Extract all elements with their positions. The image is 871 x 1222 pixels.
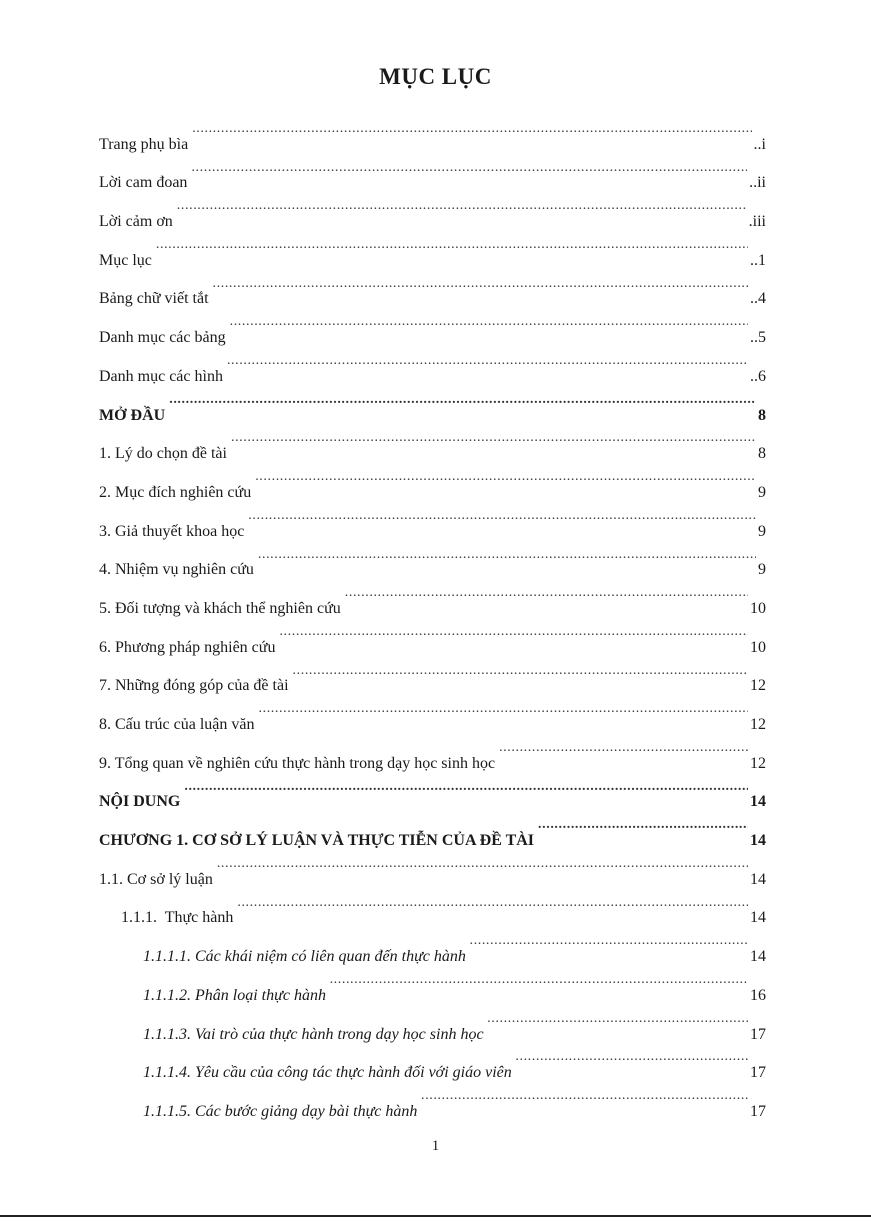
dot-leader bbox=[189, 149, 747, 188]
toc-entry-page: 12 bbox=[750, 677, 766, 695]
toc-entry-label: 1.1.1.1. Các khái niệm có liên quan đến thực hành bbox=[143, 948, 466, 966]
toc-entry-page: 10 bbox=[750, 638, 766, 656]
toc-entry-page: ..1 bbox=[750, 251, 766, 269]
toc-entry-page: 8 bbox=[758, 406, 766, 424]
toc-entry-label: Lời cam đoan bbox=[99, 174, 188, 192]
toc-entry[interactable] bbox=[99, 149, 766, 192]
dot-leader bbox=[343, 574, 748, 613]
toc-entry-page: 17 bbox=[750, 1025, 766, 1043]
dot-leader bbox=[468, 922, 748, 961]
dot-leader bbox=[497, 729, 748, 768]
toc-entry-label: CHƯƠNG 1. CƠ SỞ LÝ LUẬN VÀ THỰC TIỄN CỦA ĐỀ TÀI bbox=[99, 832, 535, 850]
toc-entry-label: Trang phụ bìa bbox=[99, 135, 189, 153]
toc-entry-page: 10 bbox=[750, 599, 766, 617]
toc-entry-label: 5. Đối tượng và khách thể nghiên cứu bbox=[99, 599, 341, 617]
toc-entry-page: 14 bbox=[750, 832, 766, 850]
toc-entry[interactable] bbox=[99, 226, 766, 269]
toc-entry-page: .iii bbox=[748, 213, 766, 231]
dot-leader bbox=[211, 265, 748, 304]
toc-entry-page: 17 bbox=[750, 1102, 766, 1120]
toc-entry-label: 1. Lý do chọn đề tài bbox=[99, 445, 227, 463]
toc-entry-label: 6. Phương pháp nghiên cứu bbox=[99, 638, 276, 656]
toc-entry-page: ..i bbox=[753, 135, 766, 153]
dot-leader bbox=[182, 768, 748, 807]
toc-entry-label: 1.1.1.3. Vai trò của thực hành trong dạy học sinh học bbox=[143, 1025, 484, 1043]
toc-entry-chapter[interactable] bbox=[99, 806, 766, 850]
dot-leader bbox=[277, 613, 748, 652]
toc-entry-section[interactable] bbox=[99, 381, 766, 424]
toc-entry-label: NỘI DUNG bbox=[99, 793, 181, 811]
dot-leader bbox=[190, 110, 751, 149]
toc-entry[interactable] bbox=[99, 420, 766, 463]
toc-entry-page: 12 bbox=[750, 716, 766, 733]
toc-entry-label: 1.1.1. Thực hành bbox=[121, 909, 234, 927]
toc-entry-label: 8. Cấu trúc của luận văn bbox=[99, 716, 255, 733]
dot-leader bbox=[215, 845, 748, 884]
toc-entry-page: 9 bbox=[758, 483, 766, 501]
toc-entry-section[interactable] bbox=[99, 768, 766, 811]
toc-entry-label: Danh mục các hình bbox=[99, 367, 223, 385]
dot-leader bbox=[154, 226, 748, 265]
page-title: MỤC LỤC bbox=[379, 64, 492, 89]
toc-entry-label: 7. Những đóng góp của đề tài bbox=[99, 677, 289, 695]
toc-entry-page: 14 bbox=[750, 870, 766, 888]
toc-entry-page: ..5 bbox=[750, 329, 766, 347]
page-number-footer: 1 bbox=[431, 1138, 440, 1154]
page-bottom-edge bbox=[0, 1215, 871, 1217]
dot-leader bbox=[291, 652, 748, 691]
dot-leader bbox=[175, 187, 747, 226]
toc-entry-label: MỞ ĐẦU bbox=[99, 406, 166, 424]
toc-entry-page: 14 bbox=[750, 793, 766, 811]
toc-entry-label: Lời cảm ơn bbox=[99, 213, 173, 231]
toc-entry-page: 9 bbox=[758, 561, 766, 579]
toc-entry-page: 14 bbox=[750, 948, 766, 966]
dot-leader bbox=[229, 420, 756, 459]
toc-entry-label: Bảng chữ viết tắt bbox=[99, 290, 209, 308]
dot-leader bbox=[419, 1077, 748, 1116]
toc-entry[interactable] bbox=[99, 187, 766, 231]
toc-entry-label: 1.1.1.4. Yêu cầu của công tác thực hành đối với giáo viên bbox=[143, 1064, 512, 1082]
toc-entry-page: 17 bbox=[750, 1064, 766, 1082]
dot-leader bbox=[536, 806, 748, 845]
dot-leader bbox=[225, 342, 748, 381]
dot-leader bbox=[514, 1039, 748, 1078]
toc-entry-page: ..ii bbox=[749, 174, 766, 192]
toc-entry-page: 16 bbox=[750, 986, 766, 1004]
dot-leader bbox=[256, 536, 756, 575]
dot-leader bbox=[235, 884, 748, 923]
dot-leader bbox=[257, 690, 749, 729]
dot-leader bbox=[246, 497, 756, 536]
dot-leader bbox=[167, 381, 756, 420]
toc-entry-label: 9. Tổng quan về nghiên cứu thực hành trong dạy học sinh học bbox=[99, 754, 496, 772]
toc-entry-page: 12 bbox=[750, 754, 766, 772]
toc-entry-label: 2. Mục đích nghiên cứu bbox=[99, 483, 252, 501]
toc-entry[interactable] bbox=[99, 110, 766, 153]
toc-entry-page: ..4 bbox=[750, 290, 766, 308]
toc-entry-page: ..6 bbox=[750, 367, 766, 385]
dot-leader bbox=[328, 961, 748, 1000]
toc-entry[interactable] bbox=[99, 265, 766, 308]
toc-entry-label: 4. Nhiệm vụ nghiên cứu bbox=[99, 561, 254, 579]
toc-entry-label: 1.1.1.5. Các bước giảng dạy bài thực hành bbox=[143, 1102, 418, 1120]
toc-entry-page: 8 bbox=[758, 445, 766, 463]
toc-entry-page: 14 bbox=[750, 909, 766, 927]
toc-entry-label: 1.1. Cơ sở lý luận bbox=[99, 870, 213, 888]
toc-entry-label: Danh mục các bảng bbox=[99, 329, 226, 347]
toc-entry-label: Mục lục bbox=[99, 251, 152, 269]
toc-entry-label: 3. Giả thuyết khoa học bbox=[99, 522, 245, 540]
toc-entry-label: 1.1.1.2. Phân loại thực hành bbox=[143, 986, 326, 1004]
dot-leader bbox=[228, 303, 748, 342]
dot-leader bbox=[253, 458, 756, 497]
dot-leader bbox=[486, 1000, 748, 1039]
table-of-contents bbox=[99, 110, 766, 1120]
toc-entry-page: 9 bbox=[758, 522, 766, 540]
